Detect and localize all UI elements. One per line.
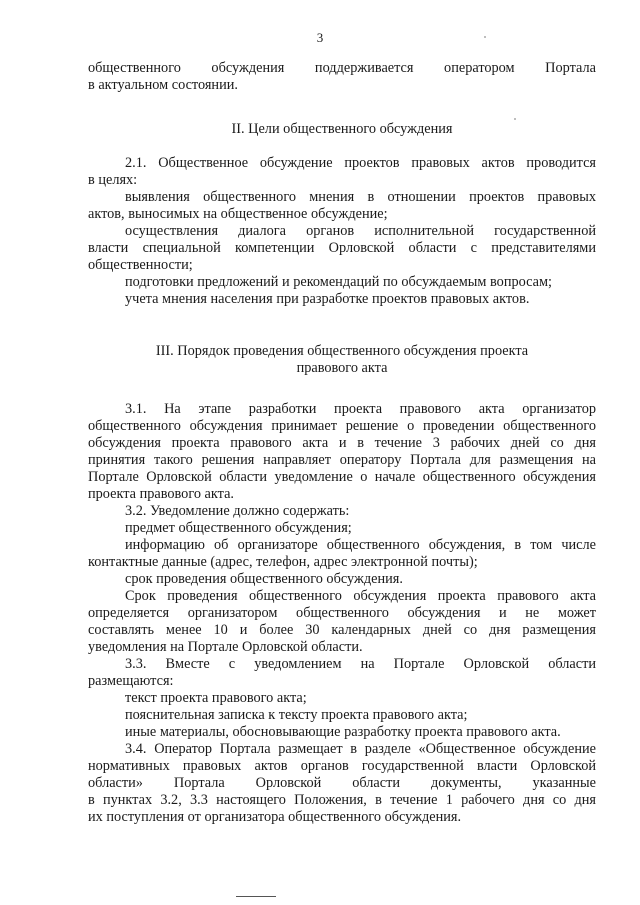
- intro-line-1: общественного обсуждения поддерживается оператором Портала: [88, 60, 596, 76]
- scan-speck: [514, 118, 516, 120]
- paragraph-3-3-line-2: размещаются:: [88, 673, 174, 689]
- paragraph-3-4-line-4: в пунктах 3.2, 3.3 настоящего Положения, в течение 1 рабочего дня со дня: [88, 792, 596, 808]
- paragraph-2-1-line-1: 2.1. Общественное обсуждение проектов правовых актов проводится: [125, 155, 596, 171]
- paragraph-3-4-line-3: области» Портала Орловской области документы, указанные: [88, 775, 596, 791]
- paragraph-2-1-line-2: в целях:: [88, 172, 138, 188]
- scan-speck: [484, 36, 486, 38]
- section-3-heading-line-1: III. Порядок проведения общественного обсуждения проекта: [155, 343, 529, 359]
- paragraph-3-1-line-1: 3.1. На этапе разработки проекта правового акта организатор: [125, 401, 596, 417]
- intro-line-2: в актуальном состоянии.: [88, 77, 238, 93]
- paragraph-3-1-line-3: обсуждения проекта правового акта и в течение 3 рабочих дней со дня: [88, 435, 596, 451]
- paragraph-3-1-line-2: общественного обсуждения принимает решение о проведении общественного: [88, 418, 596, 434]
- term-paragraph-line-1: Срок проведения общественного обсуждения проекта правового акта: [125, 588, 596, 604]
- goal-3: подготовки предложений и рекомендаций по обсуждаемым вопросам;: [125, 274, 553, 290]
- goal-4: учета мнения населения при разработке проектов правовых актов.: [125, 291, 530, 307]
- goal-2-line-2: власти специальной компетенции Орловской области с представителями: [88, 240, 596, 256]
- posted-item-text: текст проекта правового акта;: [125, 690, 307, 706]
- term-paragraph-line-3: составлять менее 10 и более 30 календарных дней со дня размещения: [88, 622, 596, 638]
- paragraph-3-4-line-2: нормативных правовых актов органов государственной власти Орловской: [88, 758, 596, 774]
- intro-paragraph: [88, 60, 596, 94]
- section-2-heading: II. Цели общественного обсуждения: [231, 121, 453, 137]
- posted-item-materials: иные материалы, обосновывающие разработку проекта правового акта.: [125, 724, 561, 740]
- paragraph-3-4-line-5: их поступления от организатора общественного обсуждения.: [88, 809, 462, 825]
- paragraph-3-1-line-5: Портале Орловской области уведомление о начале общественного обсуждения: [88, 469, 596, 485]
- notice-item-organizer-line-2: контактные данные (адрес, телефон, адрес электронной почты);: [88, 554, 478, 570]
- paragraph-3-4-line-1: 3.4. Оператор Портала размещает в разделе «Общественное обсуждение: [125, 741, 596, 757]
- notice-item-organizer-line-1: информацию об организаторе общественного обсуждения, в том числе: [125, 537, 596, 553]
- section-3-heading-line-2: правового акта: [296, 360, 388, 376]
- term-paragraph-line-2: определяется организатором общественного обсуждения и не может: [88, 605, 596, 621]
- notice-item-subject: предмет общественного обсуждения;: [125, 520, 352, 536]
- page-number: 3: [316, 30, 324, 45]
- footer-rule: [236, 896, 276, 897]
- notice-item-term: срок проведения общественного обсуждения.: [125, 571, 403, 587]
- posted-item-note: пояснительная записка к тексту проекта правового акта;: [125, 707, 468, 723]
- goal-1-line-2: актов, выносимых на общественное обсуждение;: [88, 206, 388, 222]
- section-3-body: [88, 401, 596, 826]
- section-3-heading: [88, 343, 596, 377]
- paragraph-3-1-line-6: проекта правового акта.: [88, 486, 234, 502]
- paragraph-3-1-line-4: принятия такого решения направляет оператору Портала для размещения на: [88, 452, 596, 468]
- goal-2-line-3: общественности;: [88, 257, 193, 273]
- term-paragraph-line-4: уведомления на Портале Орловской области.: [88, 639, 363, 655]
- paragraph-3-2: 3.2. Уведомление должно содержать:: [125, 503, 350, 519]
- paragraph-3-3-line-1: 3.3. Вместе с уведомлением на Портале Орловской области: [125, 656, 596, 672]
- goal-1-line-1: выявления общественного мнения в отношении проектов правовых: [125, 189, 596, 205]
- section-2-body: [88, 155, 596, 308]
- goal-2-line-1: осуществления диалога органов исполнительной государственной: [125, 223, 596, 239]
